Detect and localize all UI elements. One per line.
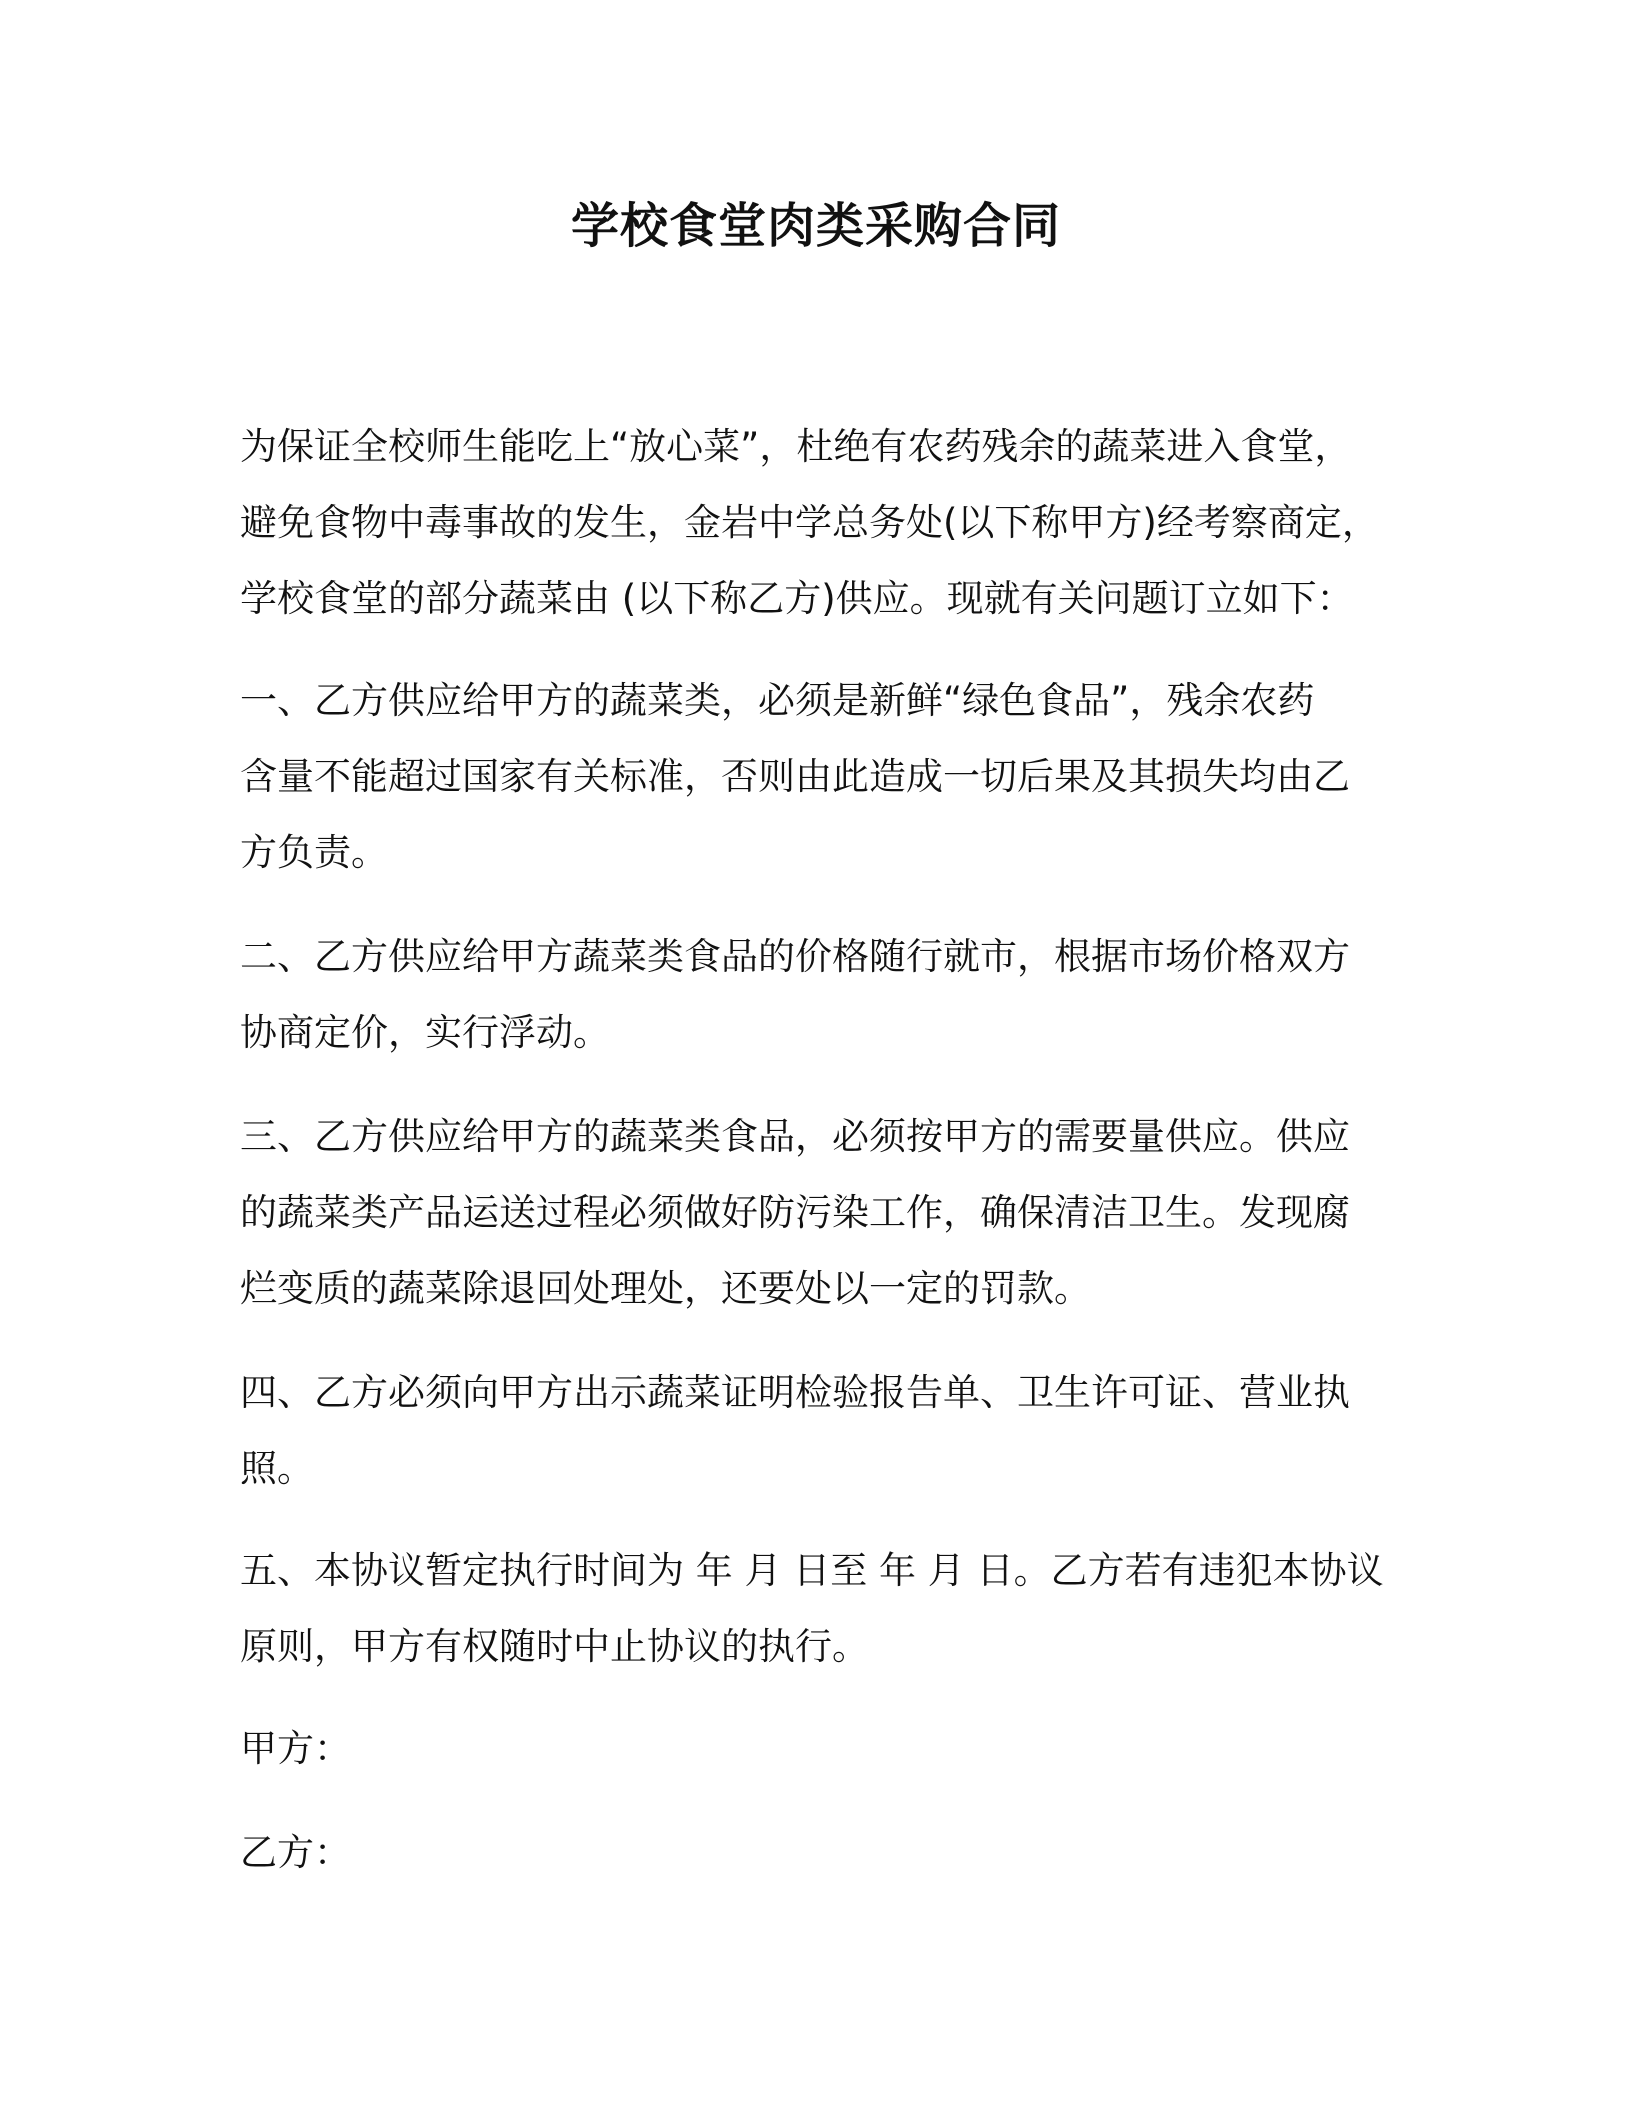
document-title: 学校食堂肉类采购合同: [570, 198, 1061, 254]
clause-1-line-2: 含量不能超过国家有关标准，否则由此造成一切后果及其损失均由乙: [240, 755, 1350, 798]
intro-line-1: 为保证全校师生能吃上“放心菜”，杜绝有农药残余的蔬菜进入食堂，: [240, 425, 1352, 468]
clause-3-line-1: 三、乙方供应给甲方的蔬菜类食品，必须按甲方的需要量供应。供应: [240, 1115, 1350, 1158]
intro-line-3: 学校食堂的部分蔬菜由 (以下称乙方)供应。现就有关问题订立如下：: [240, 577, 1354, 620]
clause-4-line-2: 照。: [240, 1447, 314, 1490]
clause-3-line-2: 的蔬菜类产品运送过程必须做好防污染工作，确保清洁卫生。发现腐: [240, 1191, 1350, 1234]
clause-5-line-2: 原则，甲方有权随时中止协议的执行。: [240, 1625, 869, 1668]
clause-3-line-3: 烂变质的蔬菜除退回处理处，还要处以一定的罚款。: [240, 1267, 1091, 1310]
clause-5-line-1: 五、本协议暂定执行时间为 年 月 日至 年 月 日。乙方若有违犯本协议: [240, 1549, 1384, 1592]
party-a-label: 甲方：: [240, 1727, 351, 1770]
party-b-label: 乙方：: [240, 1831, 351, 1874]
clause-4-line-1: 四、乙方必须向甲方出示蔬菜证明检验报告单、卫生许可证、营业执: [240, 1371, 1350, 1414]
clause-2-line-2: 协商定价，实行浮动。: [240, 1011, 610, 1054]
clause-2-line-1: 二、乙方供应给甲方蔬菜类食品的价格随行就市，根据市场价格双方: [240, 935, 1350, 978]
intro-line-2: 避免食物中毒事故的发生，金岩中学总务处(以下称甲方)经考察商定，: [240, 501, 1379, 544]
clause-1-line-1: 一、乙方供应给甲方的蔬菜类，必须是新鲜“绿色食品”，残余农药: [240, 679, 1315, 722]
clause-1-line-3: 方负责。: [240, 831, 388, 874]
